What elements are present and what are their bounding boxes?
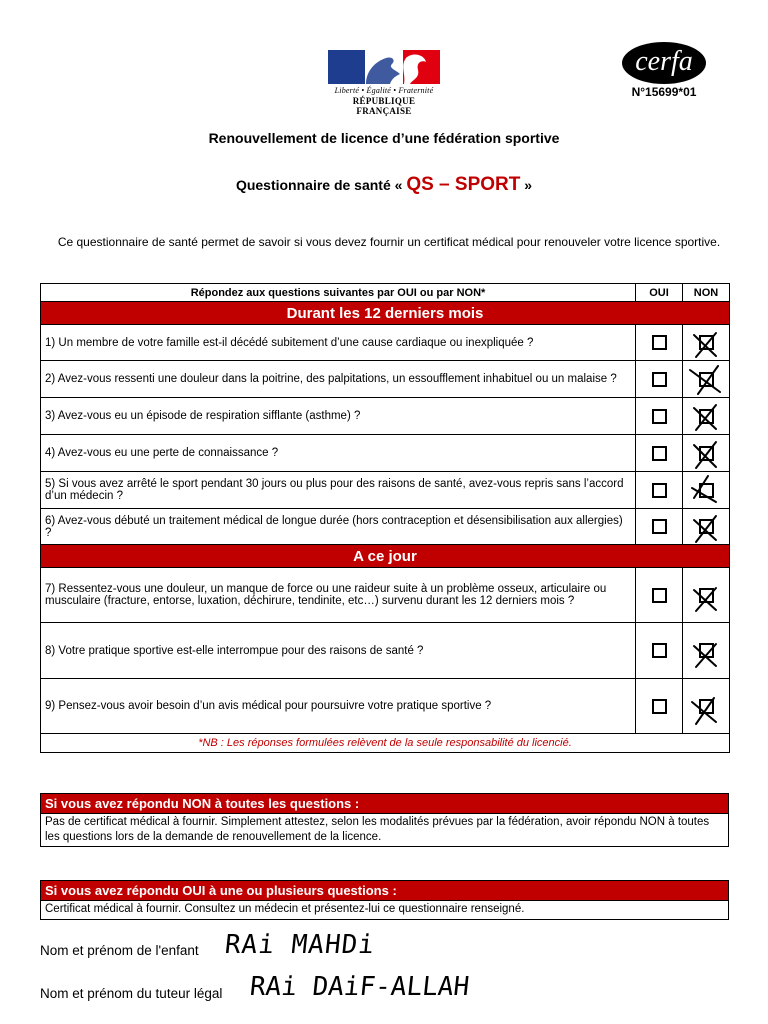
republic-motto: Liberté • Égalité • Fraternité xyxy=(334,86,434,95)
header-yes: OUI xyxy=(636,284,683,302)
answer-oui-text: Certificat médical à fournir. Consultez un médecin et présentez-lui ce questionnaire renseigné. xyxy=(45,903,525,915)
cross-mark-icon xyxy=(694,333,716,357)
yes-checkbox[interactable] xyxy=(652,643,667,658)
answer-non-text: Pas de certificat médical à fournir. Simplement attestez, selon les modalités prévues par la fédération, avoir répondu NON à toutes les questions lors de la demande de renouvellement de la licence. xyxy=(45,816,710,843)
document-title: Renouvellement de licence d’une fédération sportive xyxy=(208,130,560,146)
question-text: 9) Pensez-vous avoir besoin d’un avis médical pour poursuivre votre pratique sportive ? xyxy=(41,679,636,734)
yes-checkbox[interactable] xyxy=(652,409,667,424)
header-question: Répondez aux questions suivantes par OUI ou par NON* xyxy=(41,284,636,302)
cross-mark-icon xyxy=(694,405,716,430)
table-header-row xyxy=(41,284,730,302)
question-row xyxy=(41,398,730,435)
header-no: NON xyxy=(683,284,730,302)
answer-yes xyxy=(636,325,683,361)
guardian-name-handwritten: RAi DAiF-ALLAH xyxy=(248,972,471,1002)
question-row xyxy=(41,509,730,545)
cross-mark-icon xyxy=(694,442,716,468)
yes-checkbox[interactable] xyxy=(652,446,667,461)
cerfa-logo-text: cerfa xyxy=(622,42,706,84)
questionnaire-table xyxy=(40,283,730,753)
yes-checkbox[interactable] xyxy=(652,483,667,498)
answer-oui-box xyxy=(40,880,729,920)
question-text: 1) Un membre de votre famille est-il décédé subitement d’une cause cardiaque ou inexpliquée ? xyxy=(41,325,636,361)
question-row xyxy=(41,679,730,734)
question-text: 6) Avez-vous débuté un traitement médical de longue durée (hors contraception et désensibilisation aux allergies) ? xyxy=(41,509,636,545)
question-row xyxy=(41,472,730,509)
republic-name: RÉPUBLIQUE FRANÇAISE xyxy=(352,96,416,116)
cross-mark-icon xyxy=(692,476,716,502)
nb-row xyxy=(41,734,730,753)
section-heading-today: A ce jour xyxy=(41,545,730,568)
cross-mark-icon xyxy=(694,644,716,667)
intro-text: Ce questionnaire de santé permet de savoir si vous devez fournir un certificat médical pour renouveler votre licence sportive. xyxy=(57,235,721,249)
yes-checkbox[interactable] xyxy=(652,699,667,714)
answer-yes xyxy=(636,509,683,545)
section-row xyxy=(41,302,730,325)
handwritten-crosses xyxy=(686,330,726,730)
yes-checkbox[interactable] xyxy=(652,335,667,350)
answer-oui-heading: Si vous avez répondu OUI à une ou plusieurs questions : xyxy=(41,881,728,901)
answer-non-heading: Si vous avez répondu NON à toutes les questions : xyxy=(41,794,728,814)
yes-checkbox[interactable] xyxy=(652,372,667,387)
question-row xyxy=(41,325,730,361)
answer-non-box xyxy=(40,793,729,847)
subtitle-prefix: Questionnaire de santé « xyxy=(235,177,403,193)
section-row xyxy=(41,545,730,568)
question-text: 5) Si vous avez arrêté le sport pendant 30 jours ou plus pour des raisons de santé, avez-vous repris sans l’accord d’un médecin ? xyxy=(41,472,636,509)
cerfa-logo xyxy=(616,42,712,99)
marianne-flag-icon xyxy=(326,50,442,84)
answer-yes xyxy=(636,679,683,734)
question-row xyxy=(41,361,730,398)
question-text: 2) Avez-vous ressenti une douleur dans la poitrine, des palpitations, un essoufflement inhabituel ou un malaise ? xyxy=(41,361,636,398)
question-text: 7) Ressentez-vous une douleur, un manque de force ou une raideur suite à un problème osseux, articulaire ou musculaire (fracture, entorse, luxation, déchirure, tendinite, etc…) survenu durant les 12 derniers mois ? xyxy=(41,568,636,623)
yes-checkbox[interactable] xyxy=(652,588,667,603)
nb-note: *NB : Les réponses formulées relèvent de la seule responsabilité du licencié. xyxy=(41,734,730,753)
question-text: 4) Avez-vous eu une perte de connaissance ? xyxy=(41,435,636,472)
answer-yes xyxy=(636,435,683,472)
document-subtitle xyxy=(0,174,768,196)
cerfa-number: N°15699*01 xyxy=(631,85,697,99)
answer-yes xyxy=(636,361,683,398)
child-name-label: Nom et prénom de l'enfant xyxy=(40,943,199,958)
yes-checkbox[interactable] xyxy=(652,519,667,534)
answer-yes xyxy=(636,398,683,435)
question-row xyxy=(41,623,730,679)
section-heading-12-months: Durant les 12 derniers mois xyxy=(41,302,730,325)
question-row xyxy=(41,568,730,623)
cross-mark-icon xyxy=(694,516,716,542)
question-text: 8) Votre pratique sportive est-elle interrompue pour des raisons de santé ? xyxy=(41,623,636,679)
guardian-name-label: Nom et prénom du tuteur légal xyxy=(40,986,223,1001)
child-name-handwritten: RAi MAHDi xyxy=(223,930,377,960)
answer-yes xyxy=(636,472,683,509)
answer-yes xyxy=(636,623,683,679)
question-row xyxy=(41,435,730,472)
cross-mark-icon xyxy=(694,588,716,611)
subtitle-highlight: QS – SPORT xyxy=(406,174,521,195)
republique-francaise-logo xyxy=(326,50,442,116)
question-text: 3) Avez-vous eu un épisode de respiration sifflante (asthme) ? xyxy=(41,398,636,435)
subtitle-suffix: » xyxy=(524,177,533,193)
cross-mark-icon xyxy=(692,698,716,724)
cross-mark-icon xyxy=(690,366,720,394)
answer-yes xyxy=(636,568,683,623)
